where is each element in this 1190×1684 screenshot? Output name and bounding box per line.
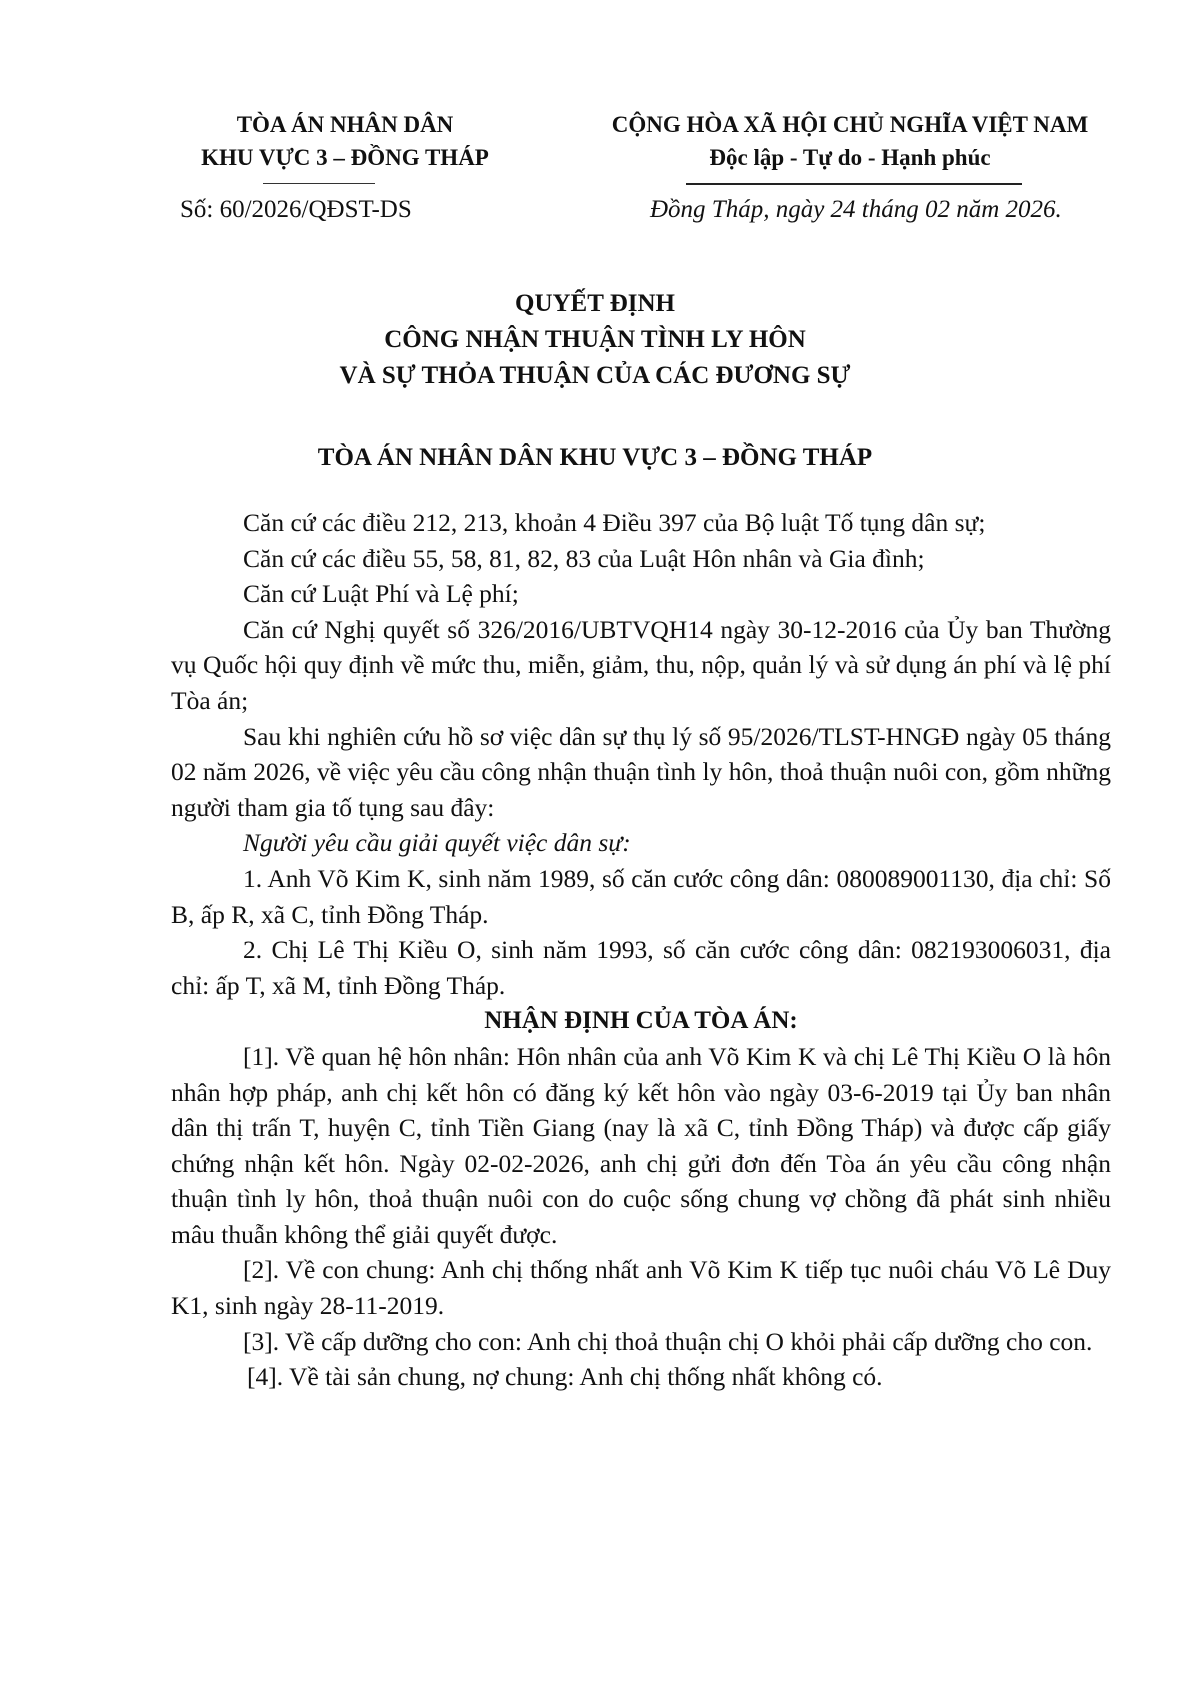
legal-basis-item: Căn cứ Nghị quyết số 326/2016/UBTVQH14 ngày 30-12-2016 của Ủy ban Thường vụ Quốc hội quy định về mức thu, miễn, giảm, thu, nộp, quản lý và sử dụng án phí và lệ phí Tòa án;: [171, 614, 1111, 715]
finding-item: [2]. Về con chung: Anh chị thống nhất anh Võ Kim K tiếp tục nuôi cháu Võ Lê Duy K1, sinh ngày 28-11-2019.: [171, 1255, 1111, 1321]
place-and-date: Đồng Tháp, ngày 24 tháng 02 năm 2026.: [650, 196, 1062, 223]
decision-title-line3: VÀ SỰ THỎA THUẬN CỦA CÁC ĐƯƠNG SỰ: [339, 362, 851, 389]
case-intro: Sau khi nghiên cứu hồ sơ việc dân sự thụ lý số 95/2026/TLST-HNGĐ ngày 05 tháng 02 năm 2026, về việc yêu cầu công nhận thuận tình ly hôn, thoả thuận nuôi con, gồm những người tham gia tố tụng sau đây:: [171, 721, 1111, 822]
national-motto-line1: CỘNG HÒA XÃ HỘI CHỦ NGHĨA VIỆT NAM: [611, 112, 1089, 137]
document-number: Số: 60/2026/QĐST-DS: [180, 196, 412, 223]
issuing-court-title: TÒA ÁN NHÂN DÂN KHU VỰC 3 – ĐỒNG THÁP: [317, 444, 873, 471]
legal-basis-item: Căn cứ Luật Phí và Lệ phí;: [243, 579, 519, 609]
national-header-divider: [686, 183, 1022, 185]
decision-title: [0, 286, 1190, 394]
findings-heading: NHẬN ĐỊNH CỦA TÒA ÁN:: [484, 1007, 798, 1035]
finding-item: [3]. Về cấp dưỡng cho con: Anh chị thoả thuận chị O khỏi phải cấp dưỡng cho con.: [243, 1326, 1093, 1356]
finding-item: [1]. Về quan hệ hôn nhân: Hôn nhân của anh Võ Kim K và chị Lê Thị Kiều O là hôn nhân hợp pháp, anh chị kết hôn có đăng ký kết hôn vào ngày 03-6-2019 tại Ủy ban nhân dân thị trấn T, huyện C, tỉnh Tiền Giang (nay là xã C, tỉnh Đồng Tháp) và được cấp giấy chứng nhận kết hôn. Ngày 02-02-2026, anh chị gửi đơn đến Tòa án yêu cầu công nhận thuận tình ly hôn, thoả thuận nuôi con do cuộc sống chung vợ chồng đã phát sinh nhiều mâu thuẫn không thể giải quyết được.: [171, 1041, 1111, 1249]
decision-title-line1: QUYẾT ĐỊNH: [515, 290, 675, 317]
requesters-label: Người yêu cầu giải quyết việc dân sự:: [243, 828, 631, 858]
national-motto-line2: Độc lập - Tự do - Hạnh phúc: [709, 145, 991, 170]
requester-item: 1. Anh Võ Kim K, sinh năm 1989, số căn cước công dân: 080089001130, địa chỉ: Số B, ấp R, xã C, tỉnh Đồng Tháp.: [171, 863, 1111, 929]
document-body: [171, 505, 1111, 1395]
national-header: [560, 108, 1140, 174]
court-header-divider: [263, 183, 375, 184]
legal-basis-item: Căn cứ các điều 55, 58, 81, 82, 83 của Luật Hôn nhân và Gia đình;: [243, 543, 925, 573]
requester-item: 2. Chị Lê Thị Kiều O, sinh năm 1993, số căn cước công dân: 082193006031, địa chỉ: ấp T, xã M, tỉnh Đồng Tháp.: [171, 935, 1111, 1000]
court-name-line1: TÒA ÁN NHÂN DÂN: [236, 112, 454, 137]
legal-basis-item: Căn cứ các điều 212, 213, khoản 4 Điều 397 của Bộ luật Tố tụng dân sự;: [243, 508, 986, 537]
court-name-line2: KHU VỰC 3 – ĐỒNG THÁP: [201, 145, 489, 170]
finding-item: [4]. Về tài sản chung, nợ chung: Anh chị thống nhất không có.: [247, 1362, 883, 1392]
court-header: [160, 108, 530, 174]
decision-title-line2: CÔNG NHẬN THUẬN TÌNH LY HÔN: [384, 326, 806, 353]
